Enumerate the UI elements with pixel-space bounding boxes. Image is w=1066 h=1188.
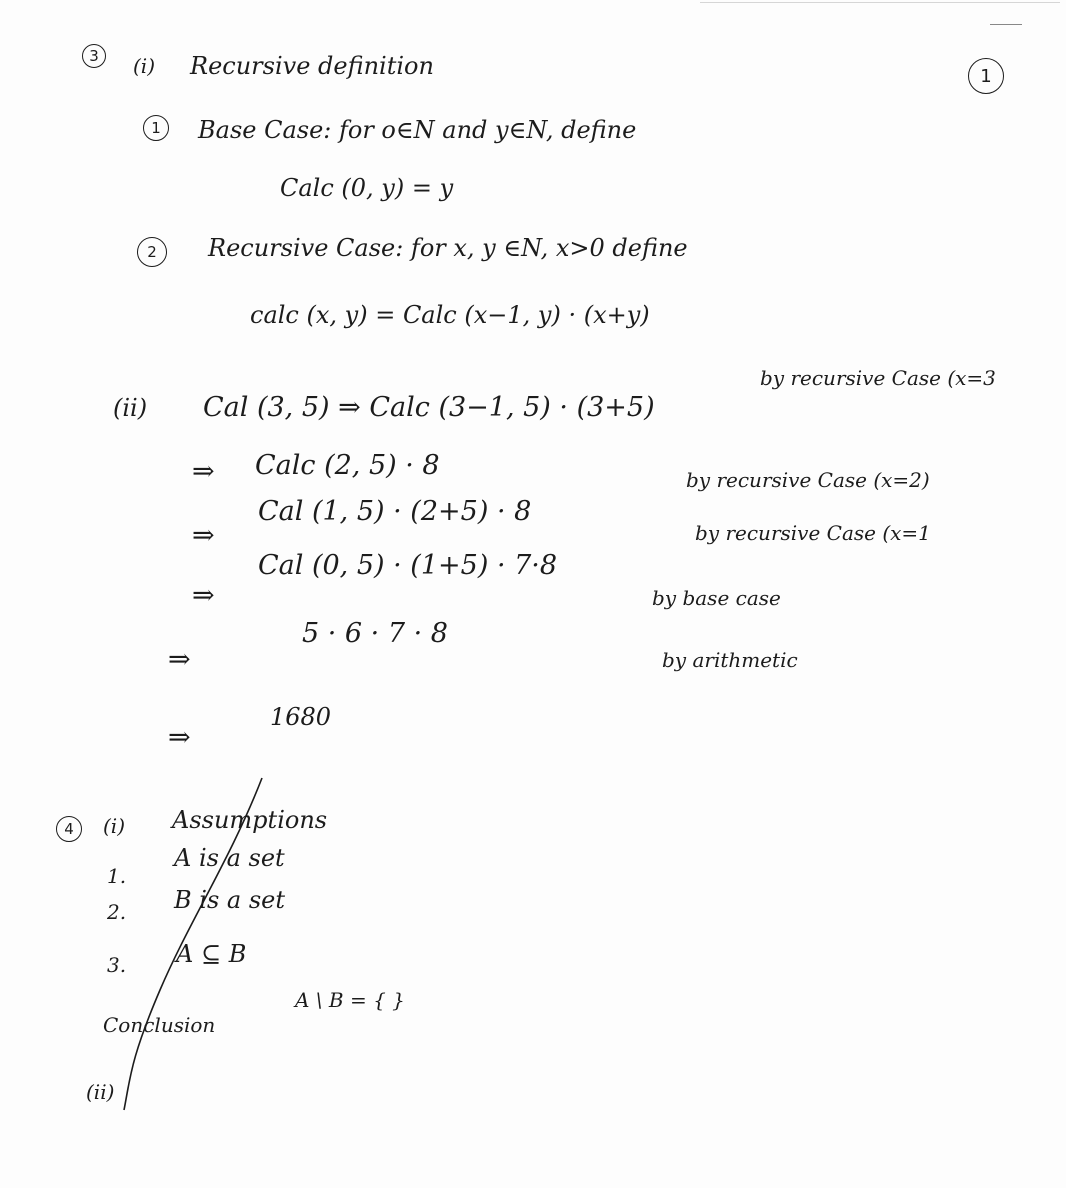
assumptions-heading: Assumptions: [172, 806, 328, 834]
section-heading: Recursive definition: [190, 52, 434, 80]
step-5-justification: by base case: [652, 586, 781, 610]
base-case-formula: Calc (0, y) = y: [280, 174, 454, 202]
question-4-number: 4: [64, 820, 74, 838]
recursive-case-number-circle: [137, 237, 167, 267]
assumption-1-text: A is a set: [174, 844, 285, 872]
question-number-circle-4: [56, 816, 82, 842]
step-3-expression: Cal (1, 5) · (2+5) · 8: [258, 496, 532, 527]
step-1-expression: Cal (3, 5) ⇒ Calc (3−1, 5) · (3+5): [203, 392, 655, 423]
recursive-case-number: 2: [147, 243, 157, 261]
base-case-line: Base Case: for o∈N and y∈N, define: [198, 116, 637, 144]
conclusion-value: A \ B = { }: [295, 988, 405, 1012]
step-5-expression: 5 · 6 · 7 · 8: [302, 618, 448, 649]
step-2-expression: Calc (2, 5) · 8: [255, 450, 440, 481]
step-7-arrow: ⇒: [168, 722, 191, 753]
step-2-arrow: ⇒: [192, 456, 215, 487]
page-marker: 1: [980, 65, 992, 87]
recursive-case-line: Recursive Case: for x, y ∈N, x>0 define: [208, 234, 688, 262]
assumption-3-text: A ⊆ B: [176, 940, 247, 968]
recursive-case-formula: calc (x, y) = Calc (x−1, y) · (x+y): [250, 301, 650, 329]
step-3-arrow: ⇒: [192, 520, 215, 551]
part-label-ii: (ii): [113, 394, 148, 422]
q4-part-label-i: (i): [103, 814, 126, 838]
top-right-mark: [990, 24, 1022, 25]
step-3-justification: by recursive Case (x=2): [686, 468, 930, 492]
q4-part-label-ii: (ii): [86, 1080, 115, 1104]
page-marker-circle: [968, 58, 1004, 94]
question-number-circle-3: [82, 44, 106, 68]
base-case-number-circle: [143, 115, 169, 141]
step-5-arrow: ⇒: [168, 644, 191, 675]
step-4-arrow: ⇒: [192, 580, 215, 611]
question-number: 3: [89, 47, 99, 65]
top-edge-line: [700, 2, 1060, 3]
step-1-justification: by recursive Case (x=3: [760, 366, 996, 390]
step-4-justification: by recursive Case (x=1: [695, 521, 931, 545]
assumption-1-number: 1.: [107, 864, 127, 888]
part-label-i: (i): [133, 54, 156, 78]
step-6-justification: by arithmetic: [662, 648, 798, 672]
step-4-expression: Cal (0, 5) · (1+5) · 7·8: [258, 550, 558, 581]
assumption-2-text: B is a set: [174, 886, 285, 914]
assumption-2-number: 2.: [107, 900, 127, 924]
assumption-3-number: 3.: [107, 953, 127, 977]
base-case-number: 1: [151, 119, 161, 137]
final-result: 1680: [270, 703, 332, 731]
conclusion-label: Conclusion: [103, 1013, 216, 1037]
